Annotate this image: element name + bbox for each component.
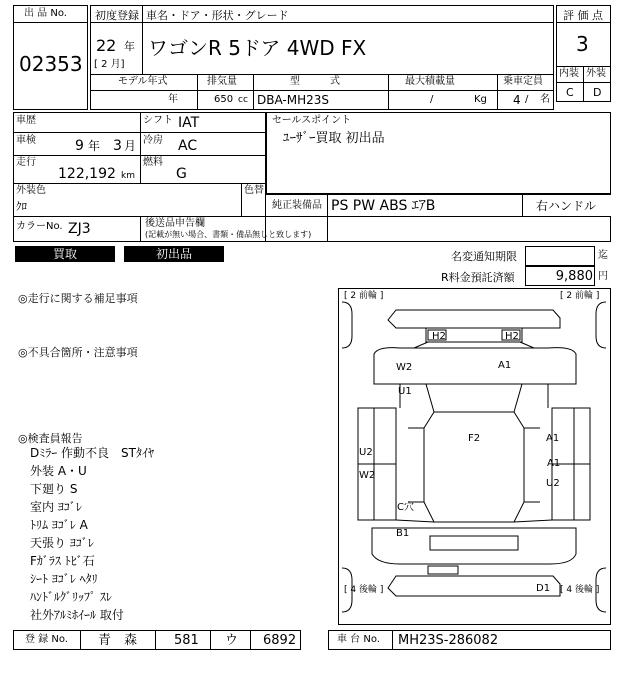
- exterior-grade: D: [593, 86, 602, 99]
- max-load-label: 最大積載量: [405, 76, 455, 87]
- damage-mark: D1: [536, 583, 551, 594]
- displacement-unit: cc: [238, 95, 248, 105]
- repaint-label: 色替: [244, 185, 264, 196]
- history-label: 車歴: [16, 115, 36, 126]
- interior-grade: C: [566, 86, 574, 99]
- damage-mark: U2: [359, 447, 373, 458]
- exterior-color: ｸﾛ: [16, 200, 27, 213]
- car-name-label: 車名・ドア・形状・グレード: [146, 9, 289, 22]
- max-load-unit: Kg: [474, 94, 487, 105]
- chassis-number: MH23S-286082: [398, 633, 499, 648]
- inspector-line: Dﾐﾗｰ 作動不良 STﾀｲﾔ: [30, 446, 155, 460]
- type-label: 型 式: [290, 76, 340, 87]
- interior-label: 内装: [559, 68, 579, 79]
- sales-point-label: セールスポイント: [272, 115, 352, 126]
- inspector-line: ｼｰﾄ ﾖｺﾞﾚ ﾍﾀﾘ: [30, 572, 98, 586]
- damage-mark: U2: [546, 478, 560, 489]
- inspection-year-unit: 年: [88, 139, 101, 153]
- corner-label-rear-left: [ 4 後輪 ]: [344, 585, 384, 595]
- capacity-slash: /: [525, 94, 529, 105]
- mileage-unit: km: [121, 171, 135, 181]
- capacity-value: 4: [513, 93, 521, 107]
- registration-month: [ 2 月]: [94, 59, 125, 70]
- chassis-label: 車 台 No.: [337, 634, 380, 645]
- name-change-unit: 迄: [598, 250, 608, 261]
- name-change-box: [525, 246, 595, 266]
- score-value: 3: [576, 32, 589, 56]
- buyback-tag: 買取: [15, 246, 115, 262]
- car-damage-diagram: [338, 288, 611, 625]
- aircon-value: AC: [178, 138, 198, 154]
- model-year-label: モデル年式: [118, 76, 168, 87]
- displacement-label: 排気量: [207, 76, 237, 87]
- damage-mark: H2: [432, 331, 446, 342]
- capacity-label: 乗車定員: [503, 76, 543, 87]
- aircon-label: 冷房: [143, 135, 163, 146]
- max-load-slash: /: [430, 94, 434, 105]
- damage-mark: A1: [498, 360, 512, 371]
- score-label: 評 価 点: [563, 9, 603, 22]
- corner-label-rear-right: [ 4 後輪 ]: [560, 585, 600, 595]
- color-no-value: ZJ3: [68, 221, 91, 237]
- capacity-unit: 名: [540, 94, 550, 105]
- inspector-line: 下廻り S: [30, 482, 78, 496]
- model-year-unit: 年: [168, 94, 178, 105]
- recycle-amount: 9,880: [555, 269, 593, 284]
- car-name: ワゴンR 5ドア 4WD FX: [148, 36, 367, 60]
- inspector-line: ﾄﾘﾑ ﾖｺﾞﾚ A: [30, 518, 88, 532]
- displacement-value: 650: [214, 94, 234, 105]
- registration-label: 登 録 No.: [25, 634, 68, 645]
- equipment-value: PS PW ABS ｴｱB: [331, 198, 436, 214]
- steering-value: 右ハンドル: [536, 199, 597, 213]
- damage-mark: W2: [396, 362, 413, 373]
- exterior-label: 外装: [586, 68, 606, 79]
- registration-number: 6892: [263, 633, 297, 648]
- damage-mark: F2: [468, 433, 481, 444]
- inspector-line: ﾊﾝﾄﾞﾙｸﾞﾘｯﾌﾟ ｽﾚ: [30, 590, 112, 604]
- supplement-heading: ◎走行に関する補足事項: [18, 292, 138, 305]
- recycle-unit: 円: [598, 271, 608, 282]
- name-change-label: 名変通知期限: [451, 250, 517, 263]
- damage-mark: U1: [398, 386, 412, 397]
- damage-mark: C穴: [397, 502, 414, 513]
- first-listing-tag: 初出品: [124, 246, 224, 262]
- registration-kana: ウ: [225, 633, 239, 648]
- registration-year: 22: [96, 36, 117, 55]
- inspection-year: 9: [75, 138, 84, 154]
- docs-right-box: [266, 216, 611, 242]
- damage-mark: A1: [546, 433, 560, 444]
- inspector-line: 社外ｱﾙﾐﾎｲｰﾙ 取付: [30, 608, 124, 622]
- inspection-month: 3: [113, 138, 122, 154]
- corner-label-front-left: [ 2 前輪 ]: [344, 291, 384, 301]
- damage-mark: H2: [505, 331, 519, 342]
- corner-label-front-right: [ 2 前輪 ]: [560, 291, 600, 301]
- damage-mark: W2: [359, 470, 376, 481]
- docs-note: (記載が無い場合、書類・備品無しと致します): [145, 230, 312, 239]
- lot-number: 02353: [19, 52, 83, 76]
- first-registration-label: 初度登録: [95, 9, 139, 22]
- mileage-value: 122,192: [58, 166, 116, 182]
- inspector-heading: ◎検査員報告: [18, 432, 83, 445]
- registration-year-unit: 年: [124, 40, 135, 53]
- recycle-label: R料金預託済額: [441, 271, 515, 284]
- registration-class: 581: [174, 633, 199, 648]
- defects-heading: ◎不具合箇所・注意事項: [18, 346, 138, 359]
- inspector-line: 室内 ﾖｺﾞﾚ: [30, 500, 82, 514]
- inspection-label: 車検: [16, 135, 36, 146]
- docs-label: 後送品申告欄: [145, 218, 205, 229]
- inspection-month-unit: 月: [124, 139, 137, 153]
- exterior-color-label: 外装色: [16, 185, 46, 196]
- fuel-value: G: [176, 166, 187, 182]
- damage-mark: B1: [396, 528, 410, 539]
- model-type: DBA-MH23S: [257, 93, 330, 107]
- lot-number-label: 出 品 No.: [24, 8, 67, 19]
- sales-point-text: ﾕｰｻﾞｰ買取 初出品: [283, 131, 385, 146]
- color-no-label: カラーNo.: [16, 221, 63, 232]
- damage-mark: A1: [547, 458, 561, 469]
- shift-value: IAT: [178, 115, 200, 131]
- inspector-line: 外装 A・U: [30, 464, 87, 478]
- mileage-label: 走行: [16, 157, 36, 168]
- inspector-line: 天張り ﾖｺﾞﾚ: [30, 536, 94, 550]
- shift-label: シフト: [143, 115, 173, 126]
- equipment-label: 純正装備品: [272, 200, 322, 211]
- registration-area: 青 森: [98, 633, 138, 648]
- inspector-line: Fｶﾞﾗｽ ﾄﾋﾞ石: [30, 554, 95, 568]
- fuel-label: 燃料: [143, 157, 163, 168]
